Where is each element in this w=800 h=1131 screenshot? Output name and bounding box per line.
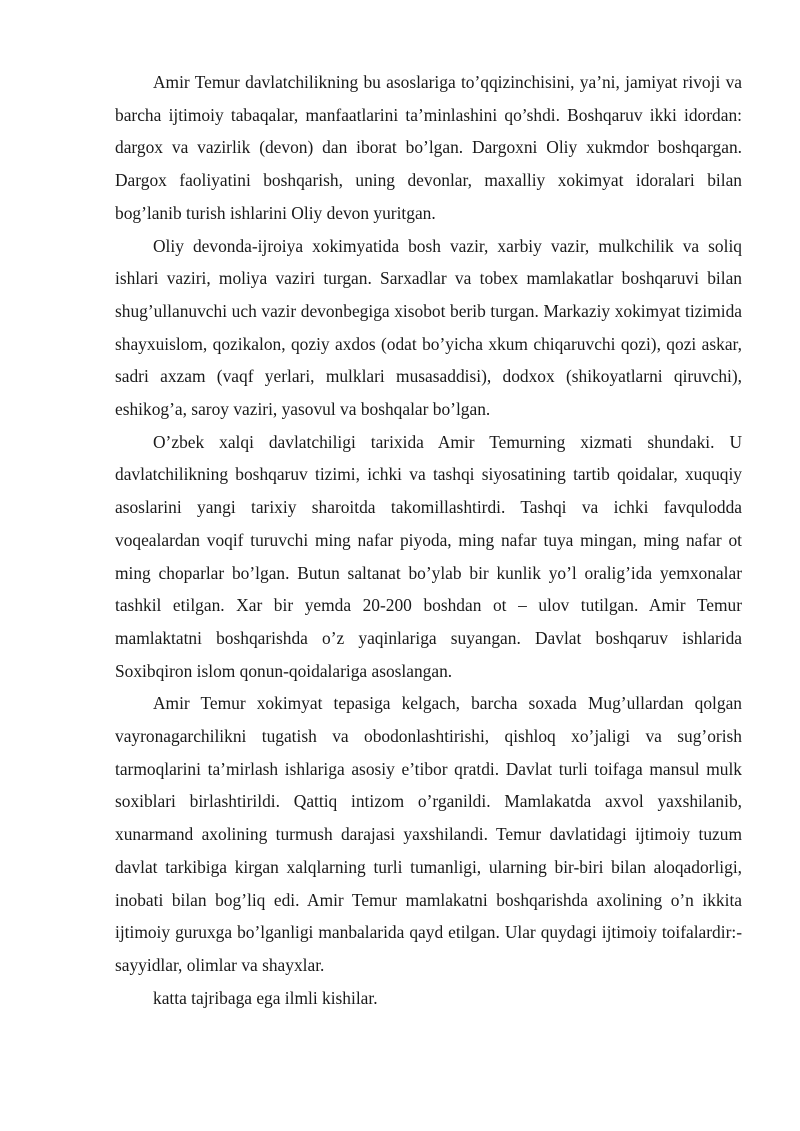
document-page <box>115 66 742 1014</box>
paragraph-1: Amir Temur davlatchilikning bu asoslariga to’qqizinchisini, ya’ni, jamiyat rivoji va barcha ijtimoiy tabaqalar, manfaatlarini ta’minlashini qo’shdi. Boshqaruv ikki idordan: dargox va vazirlik (devon) dan iborat bo’lgan. Dargoxni Oliy xukmdor boshqargan. Dargox faoliyatini boshqarish, uning devonlar, maxalliy xokimyat idoralari bilan bog’lanib turish ishlarini Oliy devon yuritgan. <box>115 72 742 223</box>
paragraph-2: Oliy devonda-ijroiya xokimyatida bosh vazir, xarbiy vazir, mulkchilik va soliq ishlari vaziri, moliya vaziri turgan. Sarxadlar va tobex mamlakatlar boshqaruvi bilan shug’ullanuvchi uch vazir devonbegiga xisobot berib turgan. Markaziy xokimyat tizimida shayxuislom, qozikalon, qoziy axdos (odat bo’yicha xkum chiqaruvchi qozi), qozi askar, sadri axzam (vaqf yerlari, mulklari musasaddisi), dodxox (shikoyatlarni qiruvchi), eshikog’a, saroy vaziri, yasovul va boshqalar bo’lgan. <box>115 235 742 420</box>
paragraph-4: Amir Temur xokimyat tepasiga kelgach, barcha soxada Mug’ullardan qolgan vayronagarchilikni tugatish va obodonlashtirishi, qishloq xo’jaligi va sug’orish tarmoqlarini ta’mirlash ishlariga asosiy e’tibor qratdi. Davlat turli toifaga mansul mulk soxiblari birlashtirildi. Qattiq intizom o’rganildi. Mamlakatda axvol yaxshilanib, xunarmand axolining turmush darajasi yaxshilandi. Temur davlatidagi ijtimoiy tuzum davlat tarkibiga kirgan xalqlarning turli tumanligi, ularning bir-biri bilan aloqadorligi, inobati bilan bog’liq edi. Amir Temur mamlakatni boshqarishda axolining o’n ikkita ijtimoiy guruxga bo’lganligi manbalarida qayd etilgan. Ular quydagi ijtimoiy toifalardir:-sayyidlar, olimlar va shayxlar. <box>115 693 742 975</box>
paragraph-3: O’zbek xalqi davlatchiligi tarixida Amir Temurning xizmati shundaki. U davlatchilikning boshqaruv tizimi, ichki va tashqi siyosatining tartib qoidalar, xuquqiy asoslarini yangi tarixiy sharoitda takomillashtirdi. Tashqi va ichki favqulodda voqealardan voqif turuvchi ming nafar piyoda, ming nafar tuya mingan, ming nafar ot ming choparlar bo’lgan. Butun saltanat bo’ylab bir kunlik yo’l oralig’ida yemxonalar tashkil etilgan. Xar bir yemda 20-200 boshdan ot – ulov tutilgan. Amir Temur mamlaktatni boshqarishda o’z yaqinlariga suyangan. Davlat boshqaruv ishlarida Soxibqiron islom qonun-qoidalariga asoslangan. <box>115 431 742 681</box>
paragraph-5: katta tajribaga ega ilmli kishilar. <box>153 987 378 1008</box>
